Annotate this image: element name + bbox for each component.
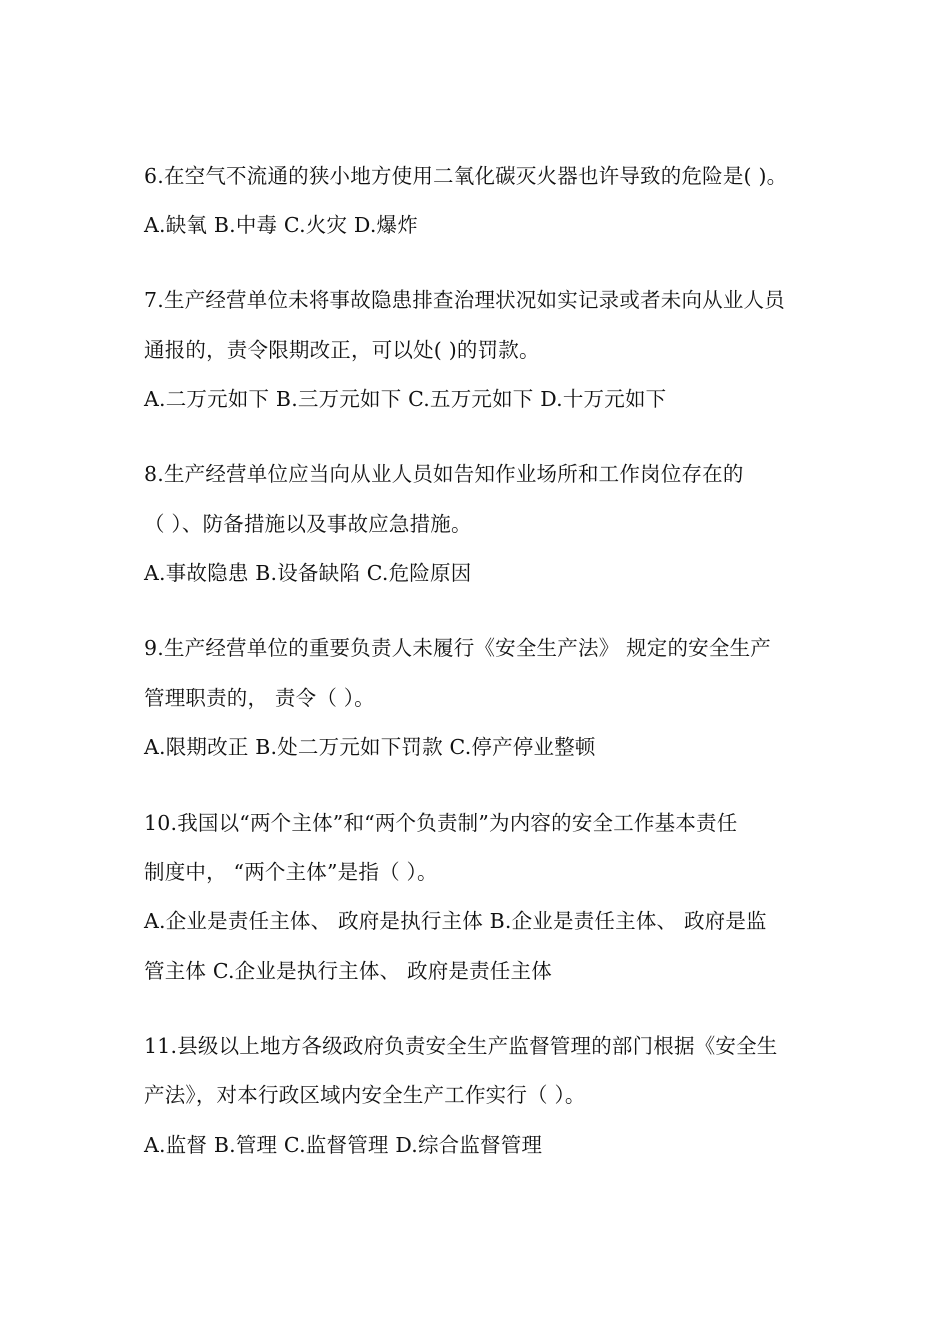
question-10-options-line-1: A.企业是责任主体、 政府是执行主体 B.企业是责任主体、 政府是监: [144, 909, 767, 933]
question-7-stem-line-1: 7.生产经营单位未将事故隐患排查治理状况如实记录或者未向从业人员: [144, 288, 785, 312]
question-9-stem-line-2: 管理职责的， 责令（ ）。: [144, 686, 375, 710]
question-8-stem-line-1: 8.生产经营单位应当向从业人员如告知作业场所和工作岗位存在的: [144, 462, 744, 486]
question-10-options-line-2: 管主体 C.企业是执行主体、 政府是责任主体: [144, 959, 552, 983]
question-6-stem-line-1: 6.在空气不流通的狭小地方使用二氧化碳灭火器也许导致的危险是( )。: [144, 164, 788, 188]
question-10-stem-line-1: 10.我国以“两个主体”和“两个负责制”为内容的安全工作基本责任: [144, 811, 738, 835]
question-11-stem-line-2: 产法》，对本行政区域内安全生产工作实行（ ）。: [144, 1083, 586, 1107]
question-9-stem-line-1: 9.生产经营单位的重要负责人未履行《安全生产法》 规定的安全生产: [144, 636, 771, 660]
question-7-stem-line-2: 通报的，责令限期改正，可以处( )的罚款。: [144, 338, 540, 362]
question-6-options-line-1: A.缺氧 B.中毒 C.火灾 D.爆炸: [144, 213, 418, 237]
question-8-stem-line-2: （ ）、防备措施以及事故应急措施。: [144, 512, 472, 536]
question-8-options-line-1: A.事故隐患 B.设备缺陷 C.危险原因: [144, 561, 472, 585]
question-9-options-line-1: A.限期改正 B.处二万元如下罚款 C.停产停业整顿: [144, 735, 596, 759]
question-10-stem-line-2: 制度中， “两个主体”是指（ ）。: [144, 860, 438, 884]
question-7-options-line-1: A.二万元如下 B.三万元如下 C.五万元如下 D.十万元如下: [144, 387, 667, 411]
question-11-options-line-1: A.监督 B.管理 C.监督管理 D.综合监督管理: [144, 1133, 543, 1157]
question-11-stem-line-1: 11.县级以上地方各级政府负责安全生产监督管理的部门根据《安全生: [144, 1034, 778, 1058]
